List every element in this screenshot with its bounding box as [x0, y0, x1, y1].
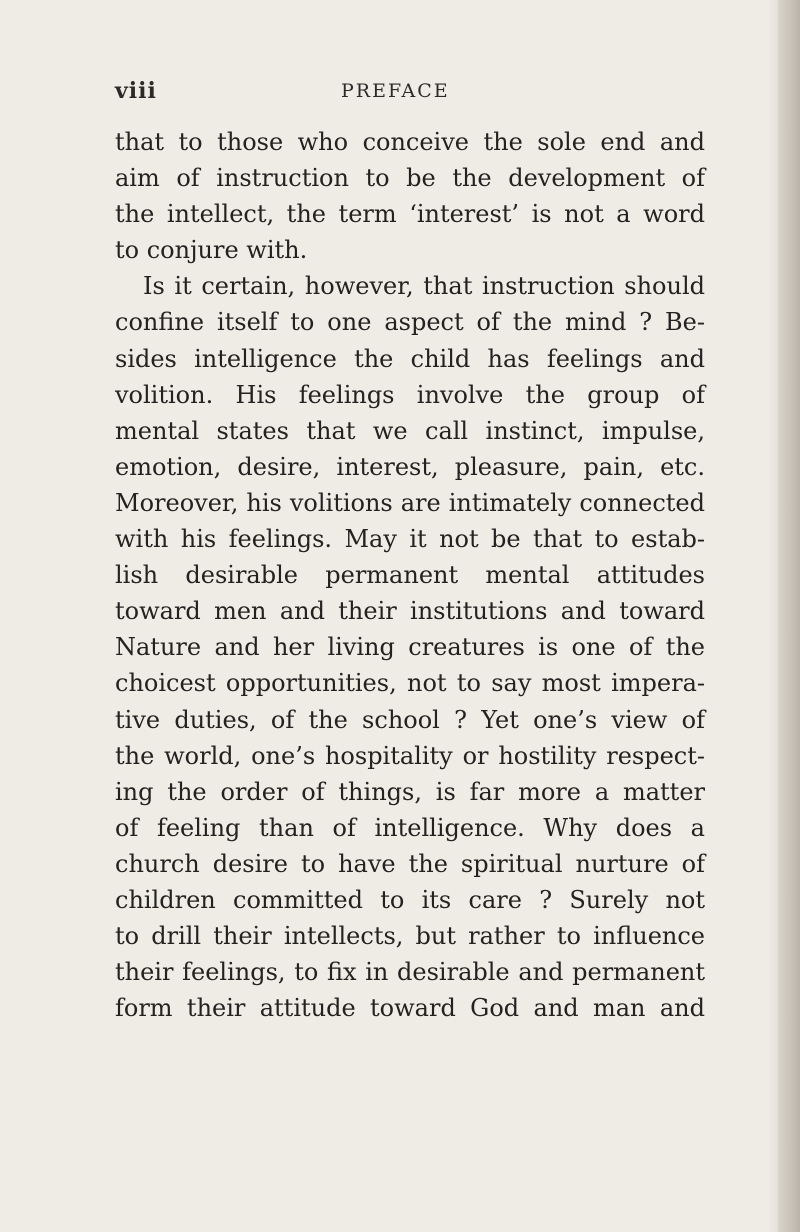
text-line: emotion, desire, interest, pleasure, pain, etc. [115, 452, 705, 481]
text-line: children committed to its care ? Surely not [115, 885, 705, 914]
text-line: tive duties, of the school ? Yet one’s view of [115, 705, 705, 734]
text-line: Is it certain, however, that instruction should [143, 272, 705, 301]
page-number: viii [115, 78, 157, 104]
text-line: confine itself to one aspect of the mind ? Be- [115, 308, 705, 337]
text-line: with his feelings. May it not be that to estab- [115, 525, 705, 554]
text-line: their feelings, to fix in desirable and permanent [115, 958, 705, 987]
text-line: church desire to have the spiritual nurture of [115, 849, 705, 878]
text-line: the intellect, the term ‘interest’ is not a word [115, 200, 705, 229]
page-header [115, 78, 705, 108]
text-line: choicest opportunities, not to say most impera- [115, 669, 705, 698]
text-line: of feeling than of intelligence. Why does a [115, 813, 705, 842]
text-line: the world, one’s hospitality or hostility respect- [115, 741, 705, 770]
text-line: volition. His feelings involve the group of [115, 380, 705, 409]
body-text [115, 124, 705, 1026]
text-line: ing the order of things, is far more a matter [115, 777, 705, 806]
text-line: lish desirable permanent mental attitudes [115, 561, 705, 590]
page-edge [778, 0, 800, 1232]
text-line: to drill their intellects, but rather to influence [115, 922, 705, 951]
text-line: Moreover, his volitions are intimately connected [115, 488, 705, 517]
text-line: that to those who conceive the sole end and [115, 128, 705, 156]
page-gutter-shadow [768, 0, 778, 1232]
text-line: aim of instruction to be the development of [115, 164, 705, 193]
text-line: to conjure with. [115, 236, 308, 265]
text-line: mental states that we call instinct, impulse, [115, 416, 705, 445]
text-line: toward men and their institutions and toward [115, 597, 705, 626]
text-line: form their attitude toward God and man and [115, 994, 705, 1023]
running-head: PREFACE [341, 80, 450, 102]
text-line: sides intelligence the child has feelings and [115, 344, 705, 373]
text-line: Nature and her living creatures is one of the [115, 633, 705, 662]
